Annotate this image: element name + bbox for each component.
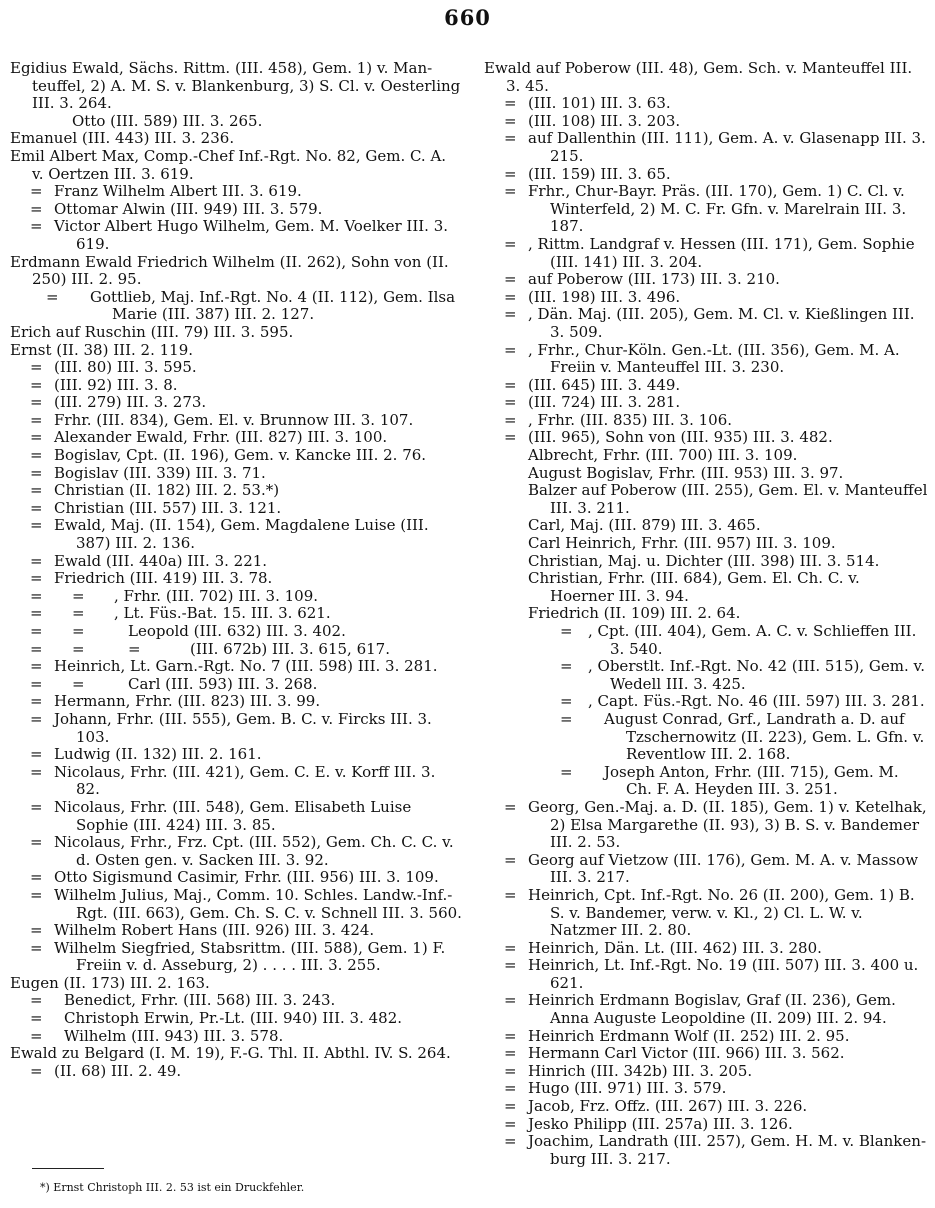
index-entry-text: Ewald zu Belgard (I. M. 19), F.-G. Thl. II. Abthl. IV. S. 264. xyxy=(10,1044,451,1063)
index-entry-text: (III. 645) III. 3. 449. xyxy=(528,375,681,394)
index-entry xyxy=(10,764,462,799)
index-entry-text: Jacob, Frz. Offz. (III. 267) III. 3. 226. xyxy=(528,1097,808,1116)
ditto-mark: = xyxy=(560,692,573,711)
ditto-mark: = xyxy=(30,868,43,887)
index-entry xyxy=(10,359,462,377)
index-entry-text: Christian, Frhr. (III. 684), Gem. El. Ch. C. v. Hoerner III. 3. 94. xyxy=(528,569,860,605)
ditto-mark: = xyxy=(504,305,517,324)
index-entry xyxy=(10,799,462,834)
index-entry xyxy=(10,975,462,993)
ditto-mark: = xyxy=(504,956,517,975)
ditto-mark: = xyxy=(504,850,517,869)
index-entry-text: Christian, Maj. u. Dichter (III. 398) III. 3. 514. xyxy=(528,551,880,570)
index-entry xyxy=(10,465,462,483)
index-entry xyxy=(484,306,928,341)
index-entry xyxy=(10,342,462,360)
ditto-mark: = xyxy=(30,622,43,640)
index-entry-text: Nicolaus, Frhr., Frz. Cpt. (III. 552), Gem. Ch. C. C. v. d. Osten gen. v. Sacken III. 3. 92. xyxy=(54,833,454,869)
index-entry xyxy=(10,500,462,518)
index-entry-text: , Frhr. (III. 702) III. 3. 109. xyxy=(114,586,319,605)
index-entry xyxy=(10,324,462,342)
index-entry-text: Nicolaus, Frhr. (III. 421), Gem. C. E. v. Korff III. 3. 82. xyxy=(54,762,436,799)
index-entry xyxy=(10,553,462,571)
index-entry xyxy=(484,166,928,184)
index-entry-text: (III. 724) III. 3. 281. xyxy=(528,393,681,412)
index-entry xyxy=(10,1010,462,1028)
index-entry xyxy=(10,289,462,324)
index-entry-text: Frhr. (III. 834), Gem. El. v. Brunnow III. 3. 107. xyxy=(54,410,414,429)
ditto-mark: = xyxy=(30,657,43,676)
ditto-mark: = xyxy=(504,1026,517,1045)
index-entry-text: Emil Albert Max, Comp.-Chef Inf.-Rgt. No. 82, Gem. C. A. v. Oertzen III. 3. 619. xyxy=(10,146,447,183)
index-entry xyxy=(10,412,462,430)
index-entry-text: Heinrich, Lt. Inf.-Rgt. No. 19 (III. 507) III. 3. 400 u. 621. xyxy=(528,956,919,992)
ditto-mark: = xyxy=(504,340,517,359)
index-entry-text: Heinrich Erdmann Bogislav, Graf (II. 236), Gem. Anna Auguste Leopoldine (II. 209) III. 2. 94. xyxy=(528,991,896,1028)
index-entry xyxy=(10,869,462,887)
index-entry xyxy=(10,887,462,922)
index-entry-text: Nicolaus, Frhr. (III. 548), Gem. Elisabeth Luise Sophie (III. 424) III. 3. 85. xyxy=(54,797,412,834)
index-entry-text: (II. 68) III. 2. 49. xyxy=(54,1061,182,1080)
index-entry xyxy=(10,1028,462,1046)
index-entry-text: auf Poberow (III. 173) III. 3. 210. xyxy=(528,270,780,289)
ditto-mark: = xyxy=(72,639,85,658)
index-entry xyxy=(10,623,462,641)
index-entry-text: Carl (III. 593) III. 3. 268. xyxy=(128,674,318,693)
index-entry-text: Christoph Erwin, Pr.-Lt. (III. 940) III. 3. 482. xyxy=(64,1009,403,1028)
index-entry-text: , Cpt. (III. 404), Gem. A. C. v. Schlieffen III. 3. 540. xyxy=(588,622,917,658)
index-entry-text: Ottomar Alwin (III. 949) III. 3. 579. xyxy=(54,199,323,218)
index-entry-text: Gottlieb, Maj. Inf.-Rgt. No. 4 (II. 112), Gem. Ilsa Marie (III. 387) III. 2. 127. xyxy=(90,287,456,324)
index-entry-text: , Frhr. (III. 835) III. 3. 106. xyxy=(528,410,733,429)
ditto-mark: = xyxy=(30,762,43,781)
index-entry xyxy=(10,940,462,975)
index-entry-text: Heinrich, Dän. Lt. (III. 462) III. 3. 280. xyxy=(528,938,822,957)
index-entry-text: (III. 159) III. 3. 65. xyxy=(528,164,671,183)
index-entry xyxy=(10,60,462,113)
ditto-mark: = xyxy=(46,287,59,306)
ditto-mark: = xyxy=(30,692,43,711)
index-entry-text: Hugo (III. 971) III. 3. 579. xyxy=(528,1079,727,1098)
ditto-mark: = xyxy=(30,217,43,236)
ditto-mark: = xyxy=(560,709,573,728)
index-entry xyxy=(484,658,928,693)
index-entry xyxy=(484,852,928,887)
ditto-mark: = xyxy=(30,551,43,570)
index-entry xyxy=(484,1063,928,1081)
index-entry-text: Ewald (III. 440a) III. 3. 221. xyxy=(54,551,268,570)
index-entry-text: Georg, Gen.-Maj. a. D. (II. 185), Gem. 1) v. Ketelhak, 2) Elsa Margarethe (II. 93), 3) B. S. v. Bandemer III. 2. 53. xyxy=(528,797,927,852)
index-entry xyxy=(484,1080,928,1098)
ditto-mark: = xyxy=(560,657,573,676)
index-entry-text: August Bogislav, Frhr. (III. 953) III. 3. 97. xyxy=(528,463,844,482)
index-entry xyxy=(484,1116,928,1134)
index-entry xyxy=(484,992,928,1027)
index-entry-text: Bogislav, Cpt. (II. 196), Gem. v. Kancke III. 2. 76. xyxy=(54,446,427,465)
ditto-mark: = xyxy=(72,586,85,605)
index-entry-text: Albrecht, Frhr. (III. 700) III. 3. 109. xyxy=(528,446,798,465)
index-entry xyxy=(10,588,462,606)
ditto-mark: = xyxy=(560,762,573,781)
index-column-right xyxy=(484,60,928,1168)
index-entry-text: Leopold (III. 632) III. 3. 402. xyxy=(128,622,346,640)
index-entry xyxy=(484,553,928,571)
index-entry-text: (III. 198) III. 3. 496. xyxy=(528,287,681,306)
index-entry xyxy=(484,711,928,764)
index-entry-text: , Dän. Maj. (III. 205), Gem. M. Cl. v. Kießlingen III. 3. 509. xyxy=(528,305,915,341)
ditto-mark: = xyxy=(30,358,43,377)
index-entry xyxy=(10,447,462,465)
index-entry xyxy=(10,922,462,940)
index-entry xyxy=(484,130,928,165)
ditto-mark: = xyxy=(30,481,43,500)
index-entry-text: Benedict, Frhr. (III. 568) III. 3. 243. xyxy=(64,991,336,1010)
ditto-mark: = xyxy=(30,745,43,764)
index-entry xyxy=(10,992,462,1010)
index-entry-text: , Frhr., Chur-Köln. Gen.-Lt. (III. 356), Gem. M. A. Freiin v. Manteuffel III. 3. 230. xyxy=(528,340,900,377)
index-entry-text: Wilhelm Julius, Maj., Comm. 10. Schles. Landw.-Inf.-Rgt. (III. 663), Gem. Ch. S. C. v. Schnell III. 3. 560. xyxy=(54,885,462,922)
index-entry xyxy=(484,535,928,553)
ditto-mark: = xyxy=(72,604,85,623)
index-entry-text: (III. 80) III. 3. 595. xyxy=(54,358,197,377)
index-entry xyxy=(10,130,462,148)
index-entry-text: Alexander Ewald, Frhr. (III. 827) III. 3. 100. xyxy=(54,428,388,447)
index-entry xyxy=(484,394,928,412)
index-entry-text: Ewald, Maj. (II. 154), Gem. Magdalene Luise (III. 387) III. 2. 136. xyxy=(54,516,429,553)
index-entry xyxy=(10,377,462,395)
index-entry xyxy=(10,148,462,183)
index-entry-text: Wilhelm (III. 943) III. 3. 578. xyxy=(64,1026,284,1045)
ditto-mark: = xyxy=(504,1132,517,1151)
ditto-mark: = xyxy=(30,709,43,728)
index-entry-text: Eugen (II. 173) III. 2. 163. xyxy=(10,973,210,992)
index-entry xyxy=(10,394,462,412)
ditto-mark: = xyxy=(30,498,43,517)
index-entry-text: (III. 279) III. 3. 273. xyxy=(54,393,207,412)
index-entry-text: , Oberstlt. Inf.-Rgt. No. 42 (III. 515), Gem. v. Wedell III. 3. 425. xyxy=(588,657,926,693)
index-entry-text: Bogislav (III. 339) III. 3. 71. xyxy=(54,463,266,482)
index-entry xyxy=(10,517,462,552)
index-entry xyxy=(484,271,928,289)
ditto-mark: = xyxy=(504,234,517,253)
ditto-mark: = xyxy=(504,410,517,429)
ditto-mark: = xyxy=(504,1061,517,1080)
index-entry xyxy=(484,1028,928,1046)
index-entry xyxy=(10,605,462,623)
ditto-mark: = xyxy=(30,199,43,218)
index-entry-text: , Capt. Füs.-Rgt. No. 46 (III. 597) III. 3. 281. xyxy=(588,692,925,711)
index-entry xyxy=(10,693,462,711)
ditto-mark: = xyxy=(504,1044,517,1063)
ditto-mark: = xyxy=(504,393,517,412)
index-entry xyxy=(484,236,928,271)
ditto-mark: = xyxy=(72,622,85,640)
ditto-mark: = xyxy=(30,833,43,852)
index-entry-text: Victor Albert Hugo Wilhelm, Gem. M. Voelker III. 3. 619. xyxy=(54,217,449,253)
index-entry xyxy=(484,623,928,658)
ditto-mark: = xyxy=(30,991,43,1010)
ditto-mark: = xyxy=(128,639,141,658)
ditto-mark: = xyxy=(30,885,43,904)
ditto-mark: = xyxy=(504,938,517,957)
index-entry-text: Jesko Philipp (III. 257a) III. 3. 126. xyxy=(528,1114,793,1133)
footnote: *) Ernst Christoph III. 2. 53 ist ein Druckfehler. xyxy=(40,1181,305,1194)
ditto-mark: = xyxy=(30,674,43,693)
index-entry-text: Joseph Anton, Frhr. (III. 715), Gem. M. Ch. F. A. Heyden III. 3. 251. xyxy=(604,762,899,799)
index-entry-text: Friedrich (III. 419) III. 3. 78. xyxy=(54,569,273,588)
ditto-mark: = xyxy=(30,639,43,658)
index-entry-text: Georg auf Vietzow (III. 176), Gem. M. A. v. Massow III. 3. 217. xyxy=(528,850,919,887)
index-entry-text: Erdmann Ewald Friedrich Wilhelm (II. 262), Sohn von (II. 250) III. 2. 95. xyxy=(10,252,449,289)
ditto-mark: = xyxy=(72,674,85,693)
index-entry-text: Christian (II. 182) III. 2. 53.*) xyxy=(54,481,280,500)
index-entry xyxy=(10,482,462,500)
index-entry xyxy=(484,940,928,958)
index-entry xyxy=(10,570,462,588)
index-entry-text: Hermann Carl Victor (III. 966) III. 3. 562. xyxy=(528,1044,845,1063)
index-entry-text: Heinrich, Cpt. Inf.-Rgt. No. 26 (II. 200), Gem. 1) B. S. v. Bandemer, verw. v. Kl., 2) Cl. L. W. v. Natzmer III. 2. 80. xyxy=(528,885,915,940)
index-entry-text: Otto (III. 589) III. 3. 265. xyxy=(72,111,263,130)
ditto-mark: = xyxy=(30,569,43,588)
index-entry xyxy=(484,957,928,992)
index-entry xyxy=(484,1098,928,1116)
index-entry-text: auf Dallenthin (III. 111), Gem. A. v. Glasenapp III. 3. 215. xyxy=(528,129,926,165)
index-entry xyxy=(484,429,928,447)
index-entry xyxy=(484,605,928,623)
ditto-mark: = xyxy=(30,375,43,394)
index-entry xyxy=(484,412,928,430)
index-entry-text: Ewald auf Poberow (III. 48), Gem. Sch. v. Manteuffel III. 3. 45. xyxy=(484,59,913,95)
index-entry xyxy=(484,887,928,940)
index-entry xyxy=(484,693,928,711)
index-entry-text: Johann, Frhr. (III. 555), Gem. B. C. v. Fircks III. 3. 103. xyxy=(54,709,432,746)
ditto-mark: = xyxy=(30,446,43,465)
ditto-mark: = xyxy=(30,516,43,535)
index-entry xyxy=(484,570,928,605)
index-entry-text: Frhr., Chur-Bayr. Präs. (III. 170), Gem. 1) C. Cl. v. Winterfeld, 2) M. C. Fr. Gfn. v. Marelrain III. 3. 187. xyxy=(528,182,907,236)
footnote-rule xyxy=(32,1168,104,1169)
index-entry xyxy=(10,201,462,219)
index-entry xyxy=(10,641,462,659)
ditto-mark: = xyxy=(504,1097,517,1116)
index-entry xyxy=(484,95,928,113)
index-entry-text: Franz Wilhelm Albert III. 3. 619. xyxy=(54,182,302,201)
index-entry xyxy=(484,289,928,307)
index-entry-text: (III. 672b) III. 3. 615, 617. xyxy=(190,639,390,658)
ditto-mark: = xyxy=(504,164,517,183)
index-entry-text: Egidius Ewald, Sächs. Rittm. (III. 458), Gem. 1) v. Manteuffel, 2) A. M. S. v. Blankenburg, 3) S. Cl. v. Oesterling III. 3. 264. xyxy=(10,59,461,113)
index-entry xyxy=(10,429,462,447)
index-entry-text: Christian (III. 557) III. 3. 121. xyxy=(54,498,282,517)
index-entry xyxy=(484,447,928,465)
index-entry-text: Otto Sigismund Casimir, Frhr. (III. 956) III. 3. 109. xyxy=(54,868,439,887)
ditto-mark: = xyxy=(560,622,573,640)
index-entry xyxy=(10,834,462,869)
ditto-mark: = xyxy=(30,938,43,957)
index-entry xyxy=(484,377,928,395)
ditto-mark: = xyxy=(30,586,43,605)
index-entry xyxy=(484,799,928,852)
index-entry-text: (III. 101) III. 3. 63. xyxy=(528,94,671,113)
ditto-mark: = xyxy=(504,182,517,201)
ditto-mark: = xyxy=(504,428,517,447)
ditto-mark: = xyxy=(504,270,517,289)
index-entry-text: Heinrich Erdmann Wolf (II. 252) III. 2. 95. xyxy=(528,1026,850,1045)
index-entry-text: Erich auf Ruschin (III. 79) III. 3. 595. xyxy=(10,322,294,341)
ditto-mark: = xyxy=(504,1079,517,1098)
index-entry-text: , Rittm. Landgraf v. Hessen (III. 171), Gem. Sophie (III. 141) III. 3. 204. xyxy=(528,234,915,271)
index-column-left xyxy=(10,60,462,1080)
index-entry-text: , Lt. Füs.-Bat. 15. III. 3. 621. xyxy=(114,604,331,623)
index-entry xyxy=(10,746,462,764)
index-entry xyxy=(484,517,928,535)
index-entry-text: Hinrich (III. 342b) III. 3. 205. xyxy=(528,1061,753,1080)
ditto-mark: = xyxy=(30,604,43,623)
index-entry xyxy=(10,658,462,676)
ditto-mark: = xyxy=(30,410,43,429)
index-entry xyxy=(484,183,928,236)
index-entry-text: August Conrad, Grf., Landrath a. D. auf Tzschernowitz (II. 223), Gem. L. Gfn. v. Reventlow III. 2. 168. xyxy=(604,709,925,764)
ditto-mark: = xyxy=(504,94,517,113)
ditto-mark: = xyxy=(504,1114,517,1133)
index-entry xyxy=(484,1045,928,1063)
ditto-mark: = xyxy=(504,111,517,130)
index-entry-text: Emanuel (III. 443) III. 3. 236. xyxy=(10,129,235,148)
index-entry xyxy=(10,1045,462,1063)
index-entry-text: (III. 92) III. 3. 8. xyxy=(54,375,178,394)
index-entry xyxy=(10,183,462,201)
index-entry-text: Carl Heinrich, Frhr. (III. 957) III. 3. 109. xyxy=(528,534,836,553)
index-entry-text: Carl, Maj. (III. 879) III. 3. 465. xyxy=(528,516,761,535)
ditto-mark: = xyxy=(30,463,43,482)
ditto-mark: = xyxy=(30,1061,43,1080)
index-entry-text: Hermann, Frhr. (III. 823) III. 3. 99. xyxy=(54,692,321,711)
ditto-mark: = xyxy=(30,393,43,412)
index-entry-text: Balzer auf Poberow (III. 255), Gem. El. v. Manteuffel III. 3. 211. xyxy=(528,481,928,517)
index-entry xyxy=(484,764,928,799)
index-entry xyxy=(484,60,928,95)
index-entry-text: Joachim, Landrath (III. 257), Gem. H. M. v. Blankenburg III. 3. 217. xyxy=(528,1132,927,1168)
index-entry xyxy=(10,254,462,289)
ditto-mark: = xyxy=(30,1009,43,1028)
ditto-mark: = xyxy=(30,182,43,201)
index-entry-text: Wilhelm Siegfried, Stabsrittm. (III. 588), Gem. 1) F. Freiin v. d. Asseburg, 2) . . . . III. 3. 255. xyxy=(54,938,446,975)
index-entry-text: Ernst (II. 38) III. 2. 119. xyxy=(10,340,194,359)
index-entry-text: Friedrich (II. 109) III. 2. 64. xyxy=(528,604,741,623)
index-entry-text: (III. 965), Sohn von (III. 935) III. 3. 482. xyxy=(528,428,833,447)
ditto-mark: = xyxy=(504,885,517,904)
index-entry xyxy=(484,482,928,517)
ditto-mark: = xyxy=(504,129,517,148)
index-entry xyxy=(10,1063,462,1081)
index-entry xyxy=(10,113,462,131)
index-entry xyxy=(484,342,928,377)
index-entry xyxy=(10,676,462,694)
index-entry xyxy=(484,1133,928,1168)
index-entry-text: Wilhelm Robert Hans (III. 926) III. 3. 424. xyxy=(54,921,375,940)
ditto-mark: = xyxy=(30,1026,43,1045)
index-entry-text: Ludwig (II. 132) III. 2. 161. xyxy=(54,745,262,764)
ditto-mark: = xyxy=(504,287,517,306)
index-entry xyxy=(484,465,928,483)
ditto-mark: = xyxy=(30,921,43,940)
index-entry xyxy=(10,218,462,253)
ditto-mark: = xyxy=(30,428,43,447)
index-entry xyxy=(484,113,928,131)
ditto-mark: = xyxy=(504,991,517,1010)
index-entry-text: (III. 108) III. 3. 203. xyxy=(528,111,681,130)
ditto-mark: = xyxy=(30,797,43,816)
ditto-mark: = xyxy=(504,797,517,816)
index-entry-text: Heinrich, Lt. Garn.-Rgt. No. 7 (III. 598) III. 3. 281. xyxy=(54,657,438,676)
index-entry xyxy=(10,711,462,746)
ditto-mark: = xyxy=(504,375,517,394)
page-number: 660 xyxy=(444,5,491,30)
